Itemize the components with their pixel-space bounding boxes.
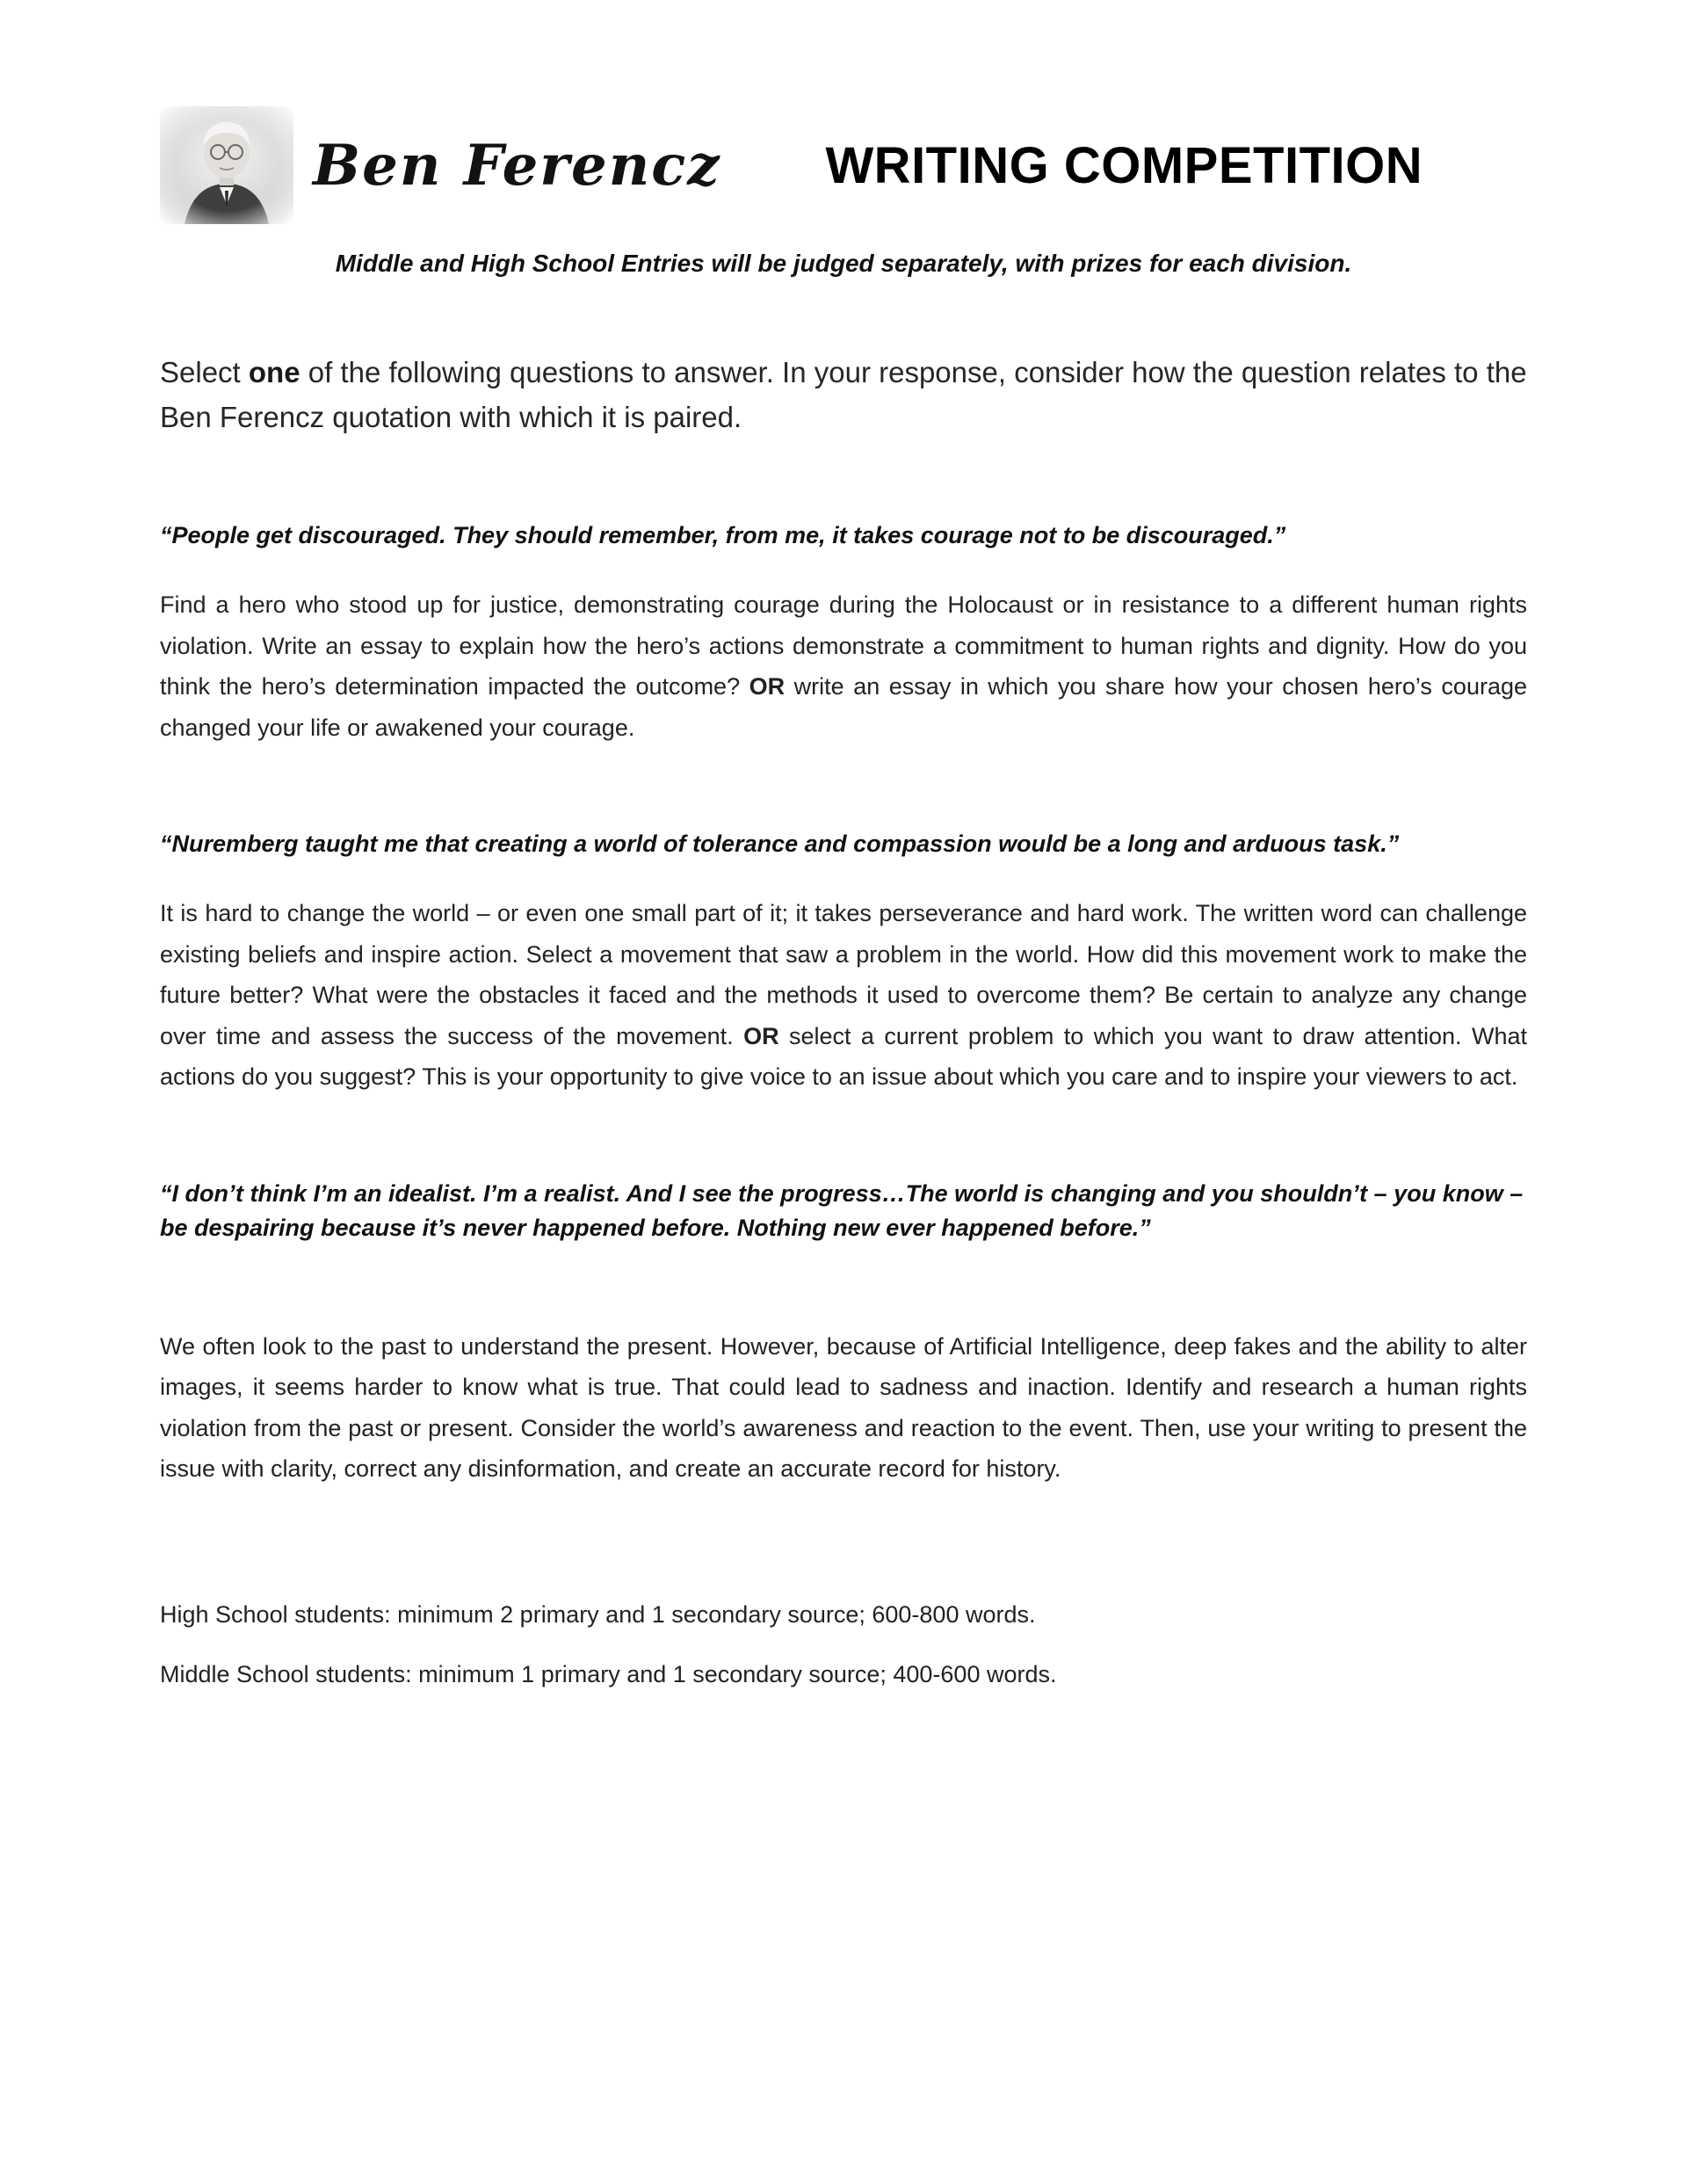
prompt-paragraph-3 [160,1326,1527,1490]
prompt-paragraph-2 [160,893,1527,1097]
high-school-requirements: High School students: minimum 2 primary and 1 secondary source; 600-800 words. [160,1600,1036,1628]
quote-1: “People get discouraged. They should remember, from me, it takes courage not to be discouraged.” [160,522,1286,549]
intro-paragraph [160,350,1527,439]
prompt-bold-or: OR [743,1022,779,1049]
subtitle: Middle and High School Entries will be judged separately, with prizes for each division. [335,250,1352,277]
ben-ferencz-photo [160,106,293,224]
prompt-text-segment: select a current problem to which you want to draw attention. What actions do you suggest? This is your opportunity to give voice to an issue about which you care and to inspire your viewers to act. [160,1022,1527,1091]
prompt-text-segment: It is hard to change the world – or even one small part of it; it takes perseverance and hard work. The written word can challenge existing beliefs and inspire action. Select a movement that saw a problem in the world. How did this movement work to make the future better? What were the obstacles it faced and the methods it used to overcome them? Be certain to analyze any change over time and assess the success of the movement. [160,900,1527,1049]
prompt-paragraph-1 [160,584,1527,748]
middle-school-requirements: Middle School students: minimum 1 primary and 1 secondary source; 400-600 words. [160,1661,1057,1688]
prompt-section-2 [160,827,1527,1097]
logo-script-name: Ben Ferencz [313,132,721,199]
prompt-text-segment: We often look to the past to understand the present. However, because of Artificial Intelligence, deep fakes and the ability to alter images, it seems harder to know what is true. That could lead to sadness and inaction. Identify and research a human rights violation from the past or present. Consider the world’s awareness and reaction to the event. Then, use your writing to present the issue with clarity, correct any disinformation, and create an accurate record for history. [160,1332,1527,1483]
prompt-section-3 [160,1177,1527,1490]
header [160,104,1527,227]
prompt-bold-or: OR [749,673,786,700]
intro-bold-one: one [248,356,300,388]
page-title: WRITING COMPETITION [825,136,1423,194]
intro-text-segment: of the following questions to answer. In your response, consider how the question relates to the Ben Ferencz quotation with which it is paired. [160,356,1527,434]
intro-text-segment: Select [160,356,249,388]
quote-3: “I don’t think I’m an idealist. I’m a realist. And I see the progress…The world is changing and you shouldn’t – you know – be despairing because it’s never happened before. Nothing new ever happened before.” [160,1179,1524,1241]
quote-2: “Nuremberg taught me that creating a world of tolerance and compassion would be a long and arduous task.” [160,831,1400,858]
prompt-text-segment: Find a hero who stood up for justice, demonstrating courage during the Holocaust or in resistance to a different human rights violation. Write an essay to explain how the hero’s actions demonstrate a commitment to human rights and dignity. How do you think the hero’s determination impacted the outcome? [160,591,1527,700]
requirements-footer [160,1597,1527,1693]
prompt-text-segment: write an essay in which you share how your chosen hero’s courage changed your life or awakened your courage. [160,673,1527,741]
prompt-section-1 [160,519,1527,748]
